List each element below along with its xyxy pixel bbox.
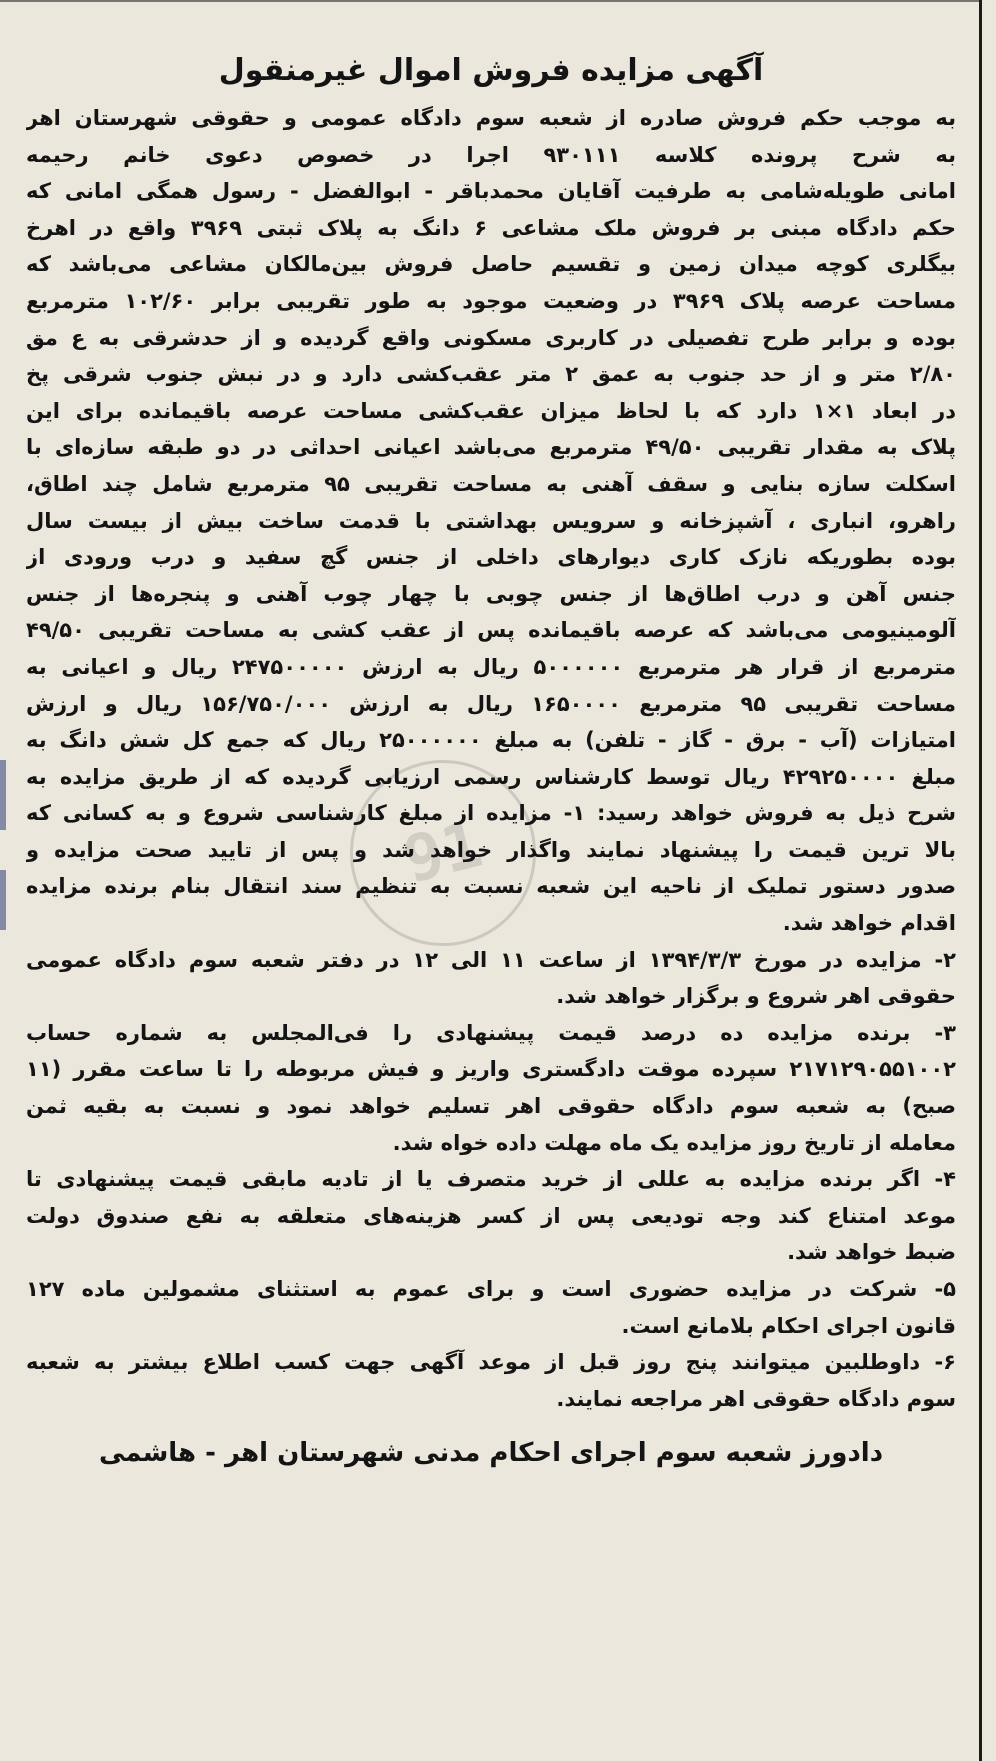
notice-line: مبلغ ۴۲۹۲۵۰۰۰۰ ریال توسط کارشناس رسمی ارزیابی گردیده که از طریق مزایده به: [26, 764, 956, 789]
notice-line: امانی طویله‌شامی به طرفیت آقایان محمدباقر - ابوالفضل - رسول همگی امانی که: [26, 179, 956, 204]
notice-line: مساحت تقریبی ۹۵ مترمربع ۱۶۵۰۰۰۰ ریال به ارزش ۱۵۶/۷۵۰/۰۰۰ ریال و ارزش: [26, 691, 956, 716]
notice-paragraph: [26, 100, 956, 942]
notice-line: امتیازات (آب - برق - گاز - تلفن) به مبلغ ۲۵۰۰۰۰۰۰ ریال که جمع کل شش دانگ به: [26, 728, 956, 753]
notice-line: ۲- مزایده در مورخ ۱۳۹۴/۳/۳ از ساعت ۱۱ الی ۱۲ در دفتر شعبه سوم دادگاه عمومی: [26, 947, 956, 972]
right-border-line: [979, 0, 982, 1761]
notice-signature: دادورز شعبه سوم اجرای احکام مدنی شهرستان اهر - هاشمی: [98, 1438, 884, 1469]
notice-line: حکم دادگاه مبنی بر فروش ملک مشاعی ۶ دانگ به پلاک ثبتی ۳۹۶۹ واقع در اهرخ: [26, 215, 956, 240]
notice-paragraph: [26, 1161, 956, 1271]
notice-line: به شرح پرونده کلاسه ۹۳۰۱۱۱ اجرا در خصوص دعوی خانم رحیمه: [26, 142, 956, 167]
notice-line: ۶- داوطلبین میتوانند پنج روز قبل از موعد آگهی جهت کسب اطلاع بیشتر به شعبه: [26, 1350, 956, 1375]
notice-paragraph: [26, 1271, 956, 1344]
notice-line: اسکلت سازه بنایی و سقف آهنی به مساحت تقریبی ۹۵ مترمربع شامل چند اطاق،: [26, 471, 956, 496]
notice-line: مترمربع از قرار هر مترمربع ۵۰۰۰۰۰۰ ریال به ارزش ۲۴۷۵۰۰۰۰۰ ریال و اعیانی به: [26, 654, 956, 679]
notice-line: راهرو، انباری ، آشپزخانه و سرویس بهداشتی با قدمت ساخت بیش از بیست سال: [26, 508, 956, 533]
notice-line: ضبط خواهد شد.: [787, 1240, 956, 1265]
top-border-line: [0, 0, 982, 2]
notice-line: مساحت عرصه پلاک ۳۹۶۹ در وضعیت موجود به طور تقریبی برابر ۱۰۲/۶۰ مترمربع: [26, 288, 956, 313]
notice-line: پلاک به مقدار تقریبی ۴۹/۵۰ مترمربع می‌باشد اعیانی احداثی در دو طبقه سازه‌ای با: [26, 435, 956, 460]
notice-line: ۴- اگر برنده مزایده به عللی از خرید متصرف یا از تادیه مابقی قیمت پیشنهادی تا: [26, 1167, 956, 1192]
notice-line: در ابعاد ۱×۱ دارد که با لحاظ میزان عقب‌کشی مساحت عرصه باقیمانده برای این: [26, 398, 956, 423]
notice-line: ۲۱۷۱۲۹۰۵۵۱۰۰۲ سپرده موقت دادگستری واریز و فیش مربوطه را تا ساعت مقرر (۱۱: [26, 1057, 956, 1082]
notice-line: ۲/۸۰ متر و از حد جنوب به عمق ۲ متر عقب‌کشی دارد و در نبش جنوب شرقی پخ: [26, 362, 956, 387]
notice-line: به موجب حکم فروش صادره از شعبه سوم دادگاه عمومی و حقوقی شهرستان اهر: [26, 106, 956, 130]
notice-body: [26, 100, 956, 1417]
notice-paragraph: [26, 942, 956, 1015]
notice-content: [26, 48, 956, 1475]
notice-line: ۵- شرکت در مزایده حضوری است و برای عموم به استثنای مشمولین ماده ۱۲۷: [26, 1277, 956, 1301]
notice-title: آگهی مزایده فروش اموال غیرمنقول: [218, 53, 764, 88]
notice-line: اقدام خواهد شد.: [782, 911, 956, 936]
notice-paragraph: [26, 1015, 956, 1161]
notice-line: قانون اجرای احکام بلامانع است.: [621, 1313, 956, 1338]
notice-line: شرح ذیل به فروش خواهد رسید: ۱- مزایده از مبلغ کارشناسی شروع و به کسانی که: [26, 801, 956, 826]
notice-line: بوده بطوریکه نازک کاری دیوارهای داخلی از جنس گچ سفید و درب ورودی از: [26, 545, 956, 570]
notice-paragraph: [26, 1344, 956, 1417]
notice-line: سوم دادگاه حقوقی اهر مراجعه نمایند.: [556, 1386, 956, 1411]
notice-line: ۳- برنده مزایده ده درصد قیمت پیشنهادی را فی‌المجلس به شماره حساب: [26, 1020, 956, 1045]
notice-line: جنس آهن و درب اطاق‌ها از جنس چوبی با چهار چوب آهنی و پنجره‌ها از جنس: [26, 581, 956, 606]
notice-line: صبح) به شعبه سوم دادگاه حقوقی اهر تسلیم خواهد نمود و نسبت به بقیه ثمن: [26, 1094, 956, 1119]
notice-line: بالا ترین قیمت را پیشنهاد نمایند واگذار خواهد شد و پس از تایید صحت مزایده و: [26, 837, 956, 862]
notice-line: آلومینیومی می‌باشد که عرصه باقیمانده پس از عقب کشی به مساحت تقریبی ۴۹/۵۰: [26, 618, 956, 643]
notice-line: حقوقی اهر شروع و برگزار خواهد شد.: [556, 984, 956, 1009]
notice-line: موعد امتناع کند وجه تودیعی پس از کسر هزینه‌های متعلقه به نفع صندوق دولت: [26, 1203, 956, 1228]
watermark-stamp: 91: [330, 740, 555, 965]
left-edge-ink-mark: [0, 870, 6, 930]
left-edge-ink-mark: [0, 760, 6, 830]
notice-line: صدور دستور تملیک از ناحیه این شعبه نسبت به تنظیم سند انتقال بنام برنده مزایده: [26, 874, 956, 899]
notice-line: بوده و برابر طرح تفصیلی در کاربری مسکونی واقع گردیده و از حدشرقی به ع مق: [26, 325, 956, 350]
notice-line: بیگلری کوچه میدان زمین و تقسیم حاصل فروش بین‌مالکان مشاعی می‌باشد که: [26, 252, 956, 277]
notice-line: معامله از تاریخ روز مزایده یک ماه مهلت داده خواه شد.: [392, 1130, 956, 1155]
